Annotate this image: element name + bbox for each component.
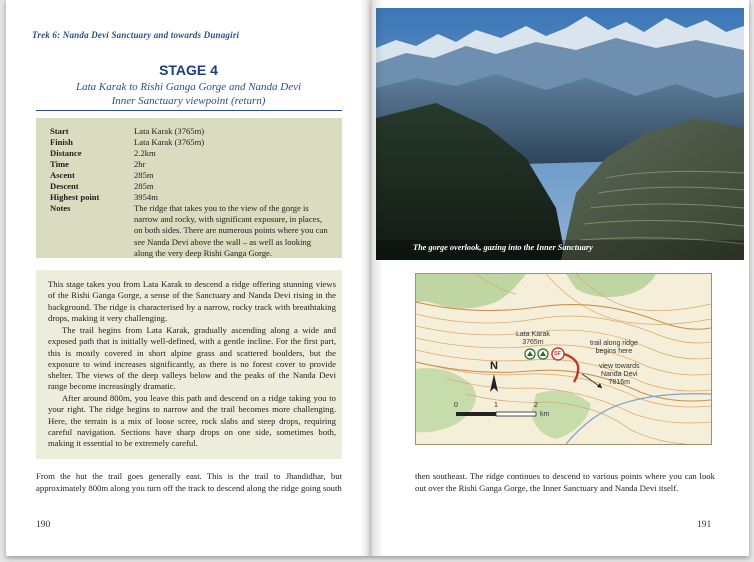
info-value: Lata Karak (3765m)	[134, 126, 205, 136]
info-value: 2.2km	[134, 148, 156, 158]
description-paragraph: After around 800m, you leave this path and descend on a ridge taking you to your right. The ridge begins to narrow and the trail becomes more challenging. Here, the terrain is a mix of loose scree, rock slabs and steep drops, requiring careful navigation. Sections have sharp drops on one side, sometimes both, making it essential to be extremely careful.	[48, 393, 336, 449]
map-label-line: Lata Karak	[516, 331, 550, 338]
gorge-photo	[376, 8, 744, 260]
page-number: 191	[697, 520, 712, 530]
body-text: From the hut the trail goes generally east. This is the trail to Jhandidhar, but approximately 800m along you turn off the track to descend along the ridge going south	[36, 471, 342, 493]
map-label-trail-start	[590, 340, 638, 356]
info-value: 3954m	[134, 192, 158, 202]
sf-badge-label: SF	[554, 351, 562, 357]
info-label: Ascent	[50, 170, 75, 180]
running-head: Trek 6: Nanda Devi Sanctuary and towards Dunagiri	[32, 30, 240, 40]
stage-description-box	[36, 270, 342, 459]
info-label: Finish	[50, 137, 73, 147]
map-label-line: view towards	[599, 363, 640, 370]
map-label-view	[599, 363, 639, 387]
title-rule	[36, 110, 342, 111]
map-label-line: 3765m	[522, 339, 544, 346]
info-label: Notes	[50, 203, 71, 213]
notes-text: The ridge that takes you to the view of the gorge is narrow and rocky, with significant exposure, in places, on both sides. There are numerous points where you can see Nanda Devi above the wall – as well as looking along the very deep Rishi Ganga Gorge.	[134, 203, 328, 258]
topo-map	[416, 274, 711, 444]
stage-subtitle-line2: Inner Sanctuary viewpoint (return)	[111, 95, 266, 107]
scale-label-1: 1	[494, 402, 498, 409]
scale-label-2: 2	[534, 402, 538, 409]
map-label-line: trail along ridge	[590, 340, 638, 347]
map-label-line: 7816m	[608, 379, 630, 386]
stage-title: STAGE 4	[159, 62, 218, 78]
left-page	[6, 0, 371, 556]
right-page	[371, 0, 749, 556]
info-value: 285m	[134, 181, 154, 191]
stage-subtitle-line1: Lata Karak to Rishi Ganga Gorge and Nanda Devi	[75, 81, 302, 93]
info-value: 285m	[134, 170, 154, 180]
photo-caption: The gorge overlook, gazing into the Inner Sanctuary	[413, 243, 593, 252]
description-paragraph: This stage takes you from Lata Karak to descend a ridge offering stunning views of the Rishi Ganga Gorge, a sense of the Sanctuary and Nanda Devi rising in the background. The ridge is characterised by a narrow, rocky track with breathtaking drops, making it very challenging.	[48, 279, 336, 323]
info-value: Lata Karak (3765m)	[134, 137, 205, 147]
stage-subtitle	[6, 80, 371, 108]
info-label: Time	[50, 159, 69, 169]
mountain-image	[376, 8, 744, 260]
description-paragraph: The trail begins from Lata Karak, gradually ascending along a wide and exposed path that is initially well-defined, with a gentle incline. For the first part, this is mostly covered in short alpine grass and scattered boulders, but the exposure to wind increases significantly, as there is no forest cover to provide shelter. The views of the deep valleys below and the peaks of the Nanda Devi range become increasingly dramatic.	[48, 325, 336, 392]
map-label-line: begins here	[595, 348, 633, 355]
scale-unit-label: km	[540, 411, 550, 418]
body-text: then southeast. The ridge continues to descend to various points where you can look out over the Rishi Ganga Gorge, the Inner Sanctuary and Nanda Devi itself.	[415, 471, 715, 493]
info-value: 2hr	[134, 159, 146, 169]
map-label-line: Nanda Devi	[600, 371, 638, 378]
page-number: 190	[36, 520, 51, 530]
info-label: Distance	[50, 148, 82, 158]
info-label: Highest point	[50, 192, 100, 202]
stage-info-box	[36, 118, 342, 258]
scale-label-0: 0	[454, 402, 458, 409]
info-label: Start	[50, 126, 69, 136]
info-label: Descent	[50, 181, 79, 191]
route-map	[415, 273, 712, 445]
map-label-lata-karak	[516, 331, 550, 347]
north-arrow-label: N	[490, 360, 498, 372]
